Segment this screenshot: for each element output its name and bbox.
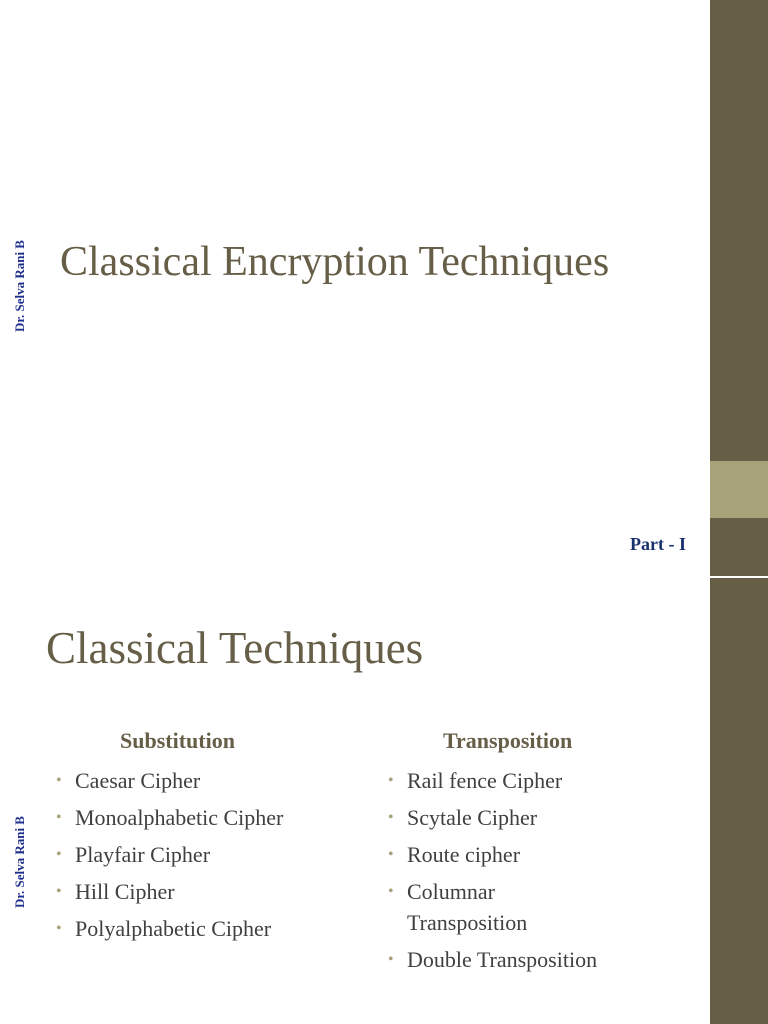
slide-subtitle: Part - I xyxy=(630,534,686,554)
bullet-icon: • xyxy=(56,809,62,826)
slide-title: Classical Encryption Techniques xyxy=(60,239,610,285)
list-item xyxy=(388,802,677,833)
list-item xyxy=(388,944,677,975)
list-item-label: Monoalphabetic Cipher xyxy=(75,805,284,830)
list-item-label: Double Transposition xyxy=(407,947,598,972)
sidebar-band xyxy=(710,578,768,1024)
column-heading: Transposition xyxy=(443,728,573,753)
bullet-icon: • xyxy=(56,920,62,937)
list-item-label: Rail fence Cipher xyxy=(407,768,563,793)
sidebar-accent xyxy=(710,461,768,518)
slide-title: Classical Techniques xyxy=(46,623,424,673)
list-item xyxy=(388,876,607,938)
list-item xyxy=(56,876,345,907)
list-item xyxy=(56,802,345,833)
list-item-label: Polyalphabetic Cipher xyxy=(75,916,272,941)
list-item xyxy=(56,913,345,944)
author-label: Dr. Selva Rani B xyxy=(12,240,27,332)
bullet-icon: • xyxy=(56,846,62,863)
list-item-label: Hill Cipher xyxy=(75,879,175,904)
bullet-icon: • xyxy=(388,809,394,826)
bullet-icon: • xyxy=(56,883,62,900)
list-item xyxy=(388,839,677,870)
bullet-icon: • xyxy=(388,772,394,789)
substitution-list xyxy=(56,765,345,950)
bullet-icon: • xyxy=(56,772,62,789)
list-item-label: Scytale Cipher xyxy=(407,805,538,830)
list-item-label: Caesar Cipher xyxy=(75,768,201,793)
transposition-list xyxy=(388,765,677,981)
list-item xyxy=(56,765,345,796)
list-item-label: Route cipher xyxy=(407,842,521,867)
bullet-icon: • xyxy=(388,951,394,968)
list-item xyxy=(388,765,677,796)
list-item-label: Columnar Transposition xyxy=(407,879,528,935)
list-item-label: Playfair Cipher xyxy=(75,842,211,867)
list-item xyxy=(56,839,345,870)
author-label: Dr. Selva Rani B xyxy=(12,816,27,908)
slide-2 xyxy=(0,578,768,1024)
bullet-icon: • xyxy=(388,846,394,863)
bullet-icon: • xyxy=(388,883,394,900)
column-heading: Substitution xyxy=(120,728,235,753)
